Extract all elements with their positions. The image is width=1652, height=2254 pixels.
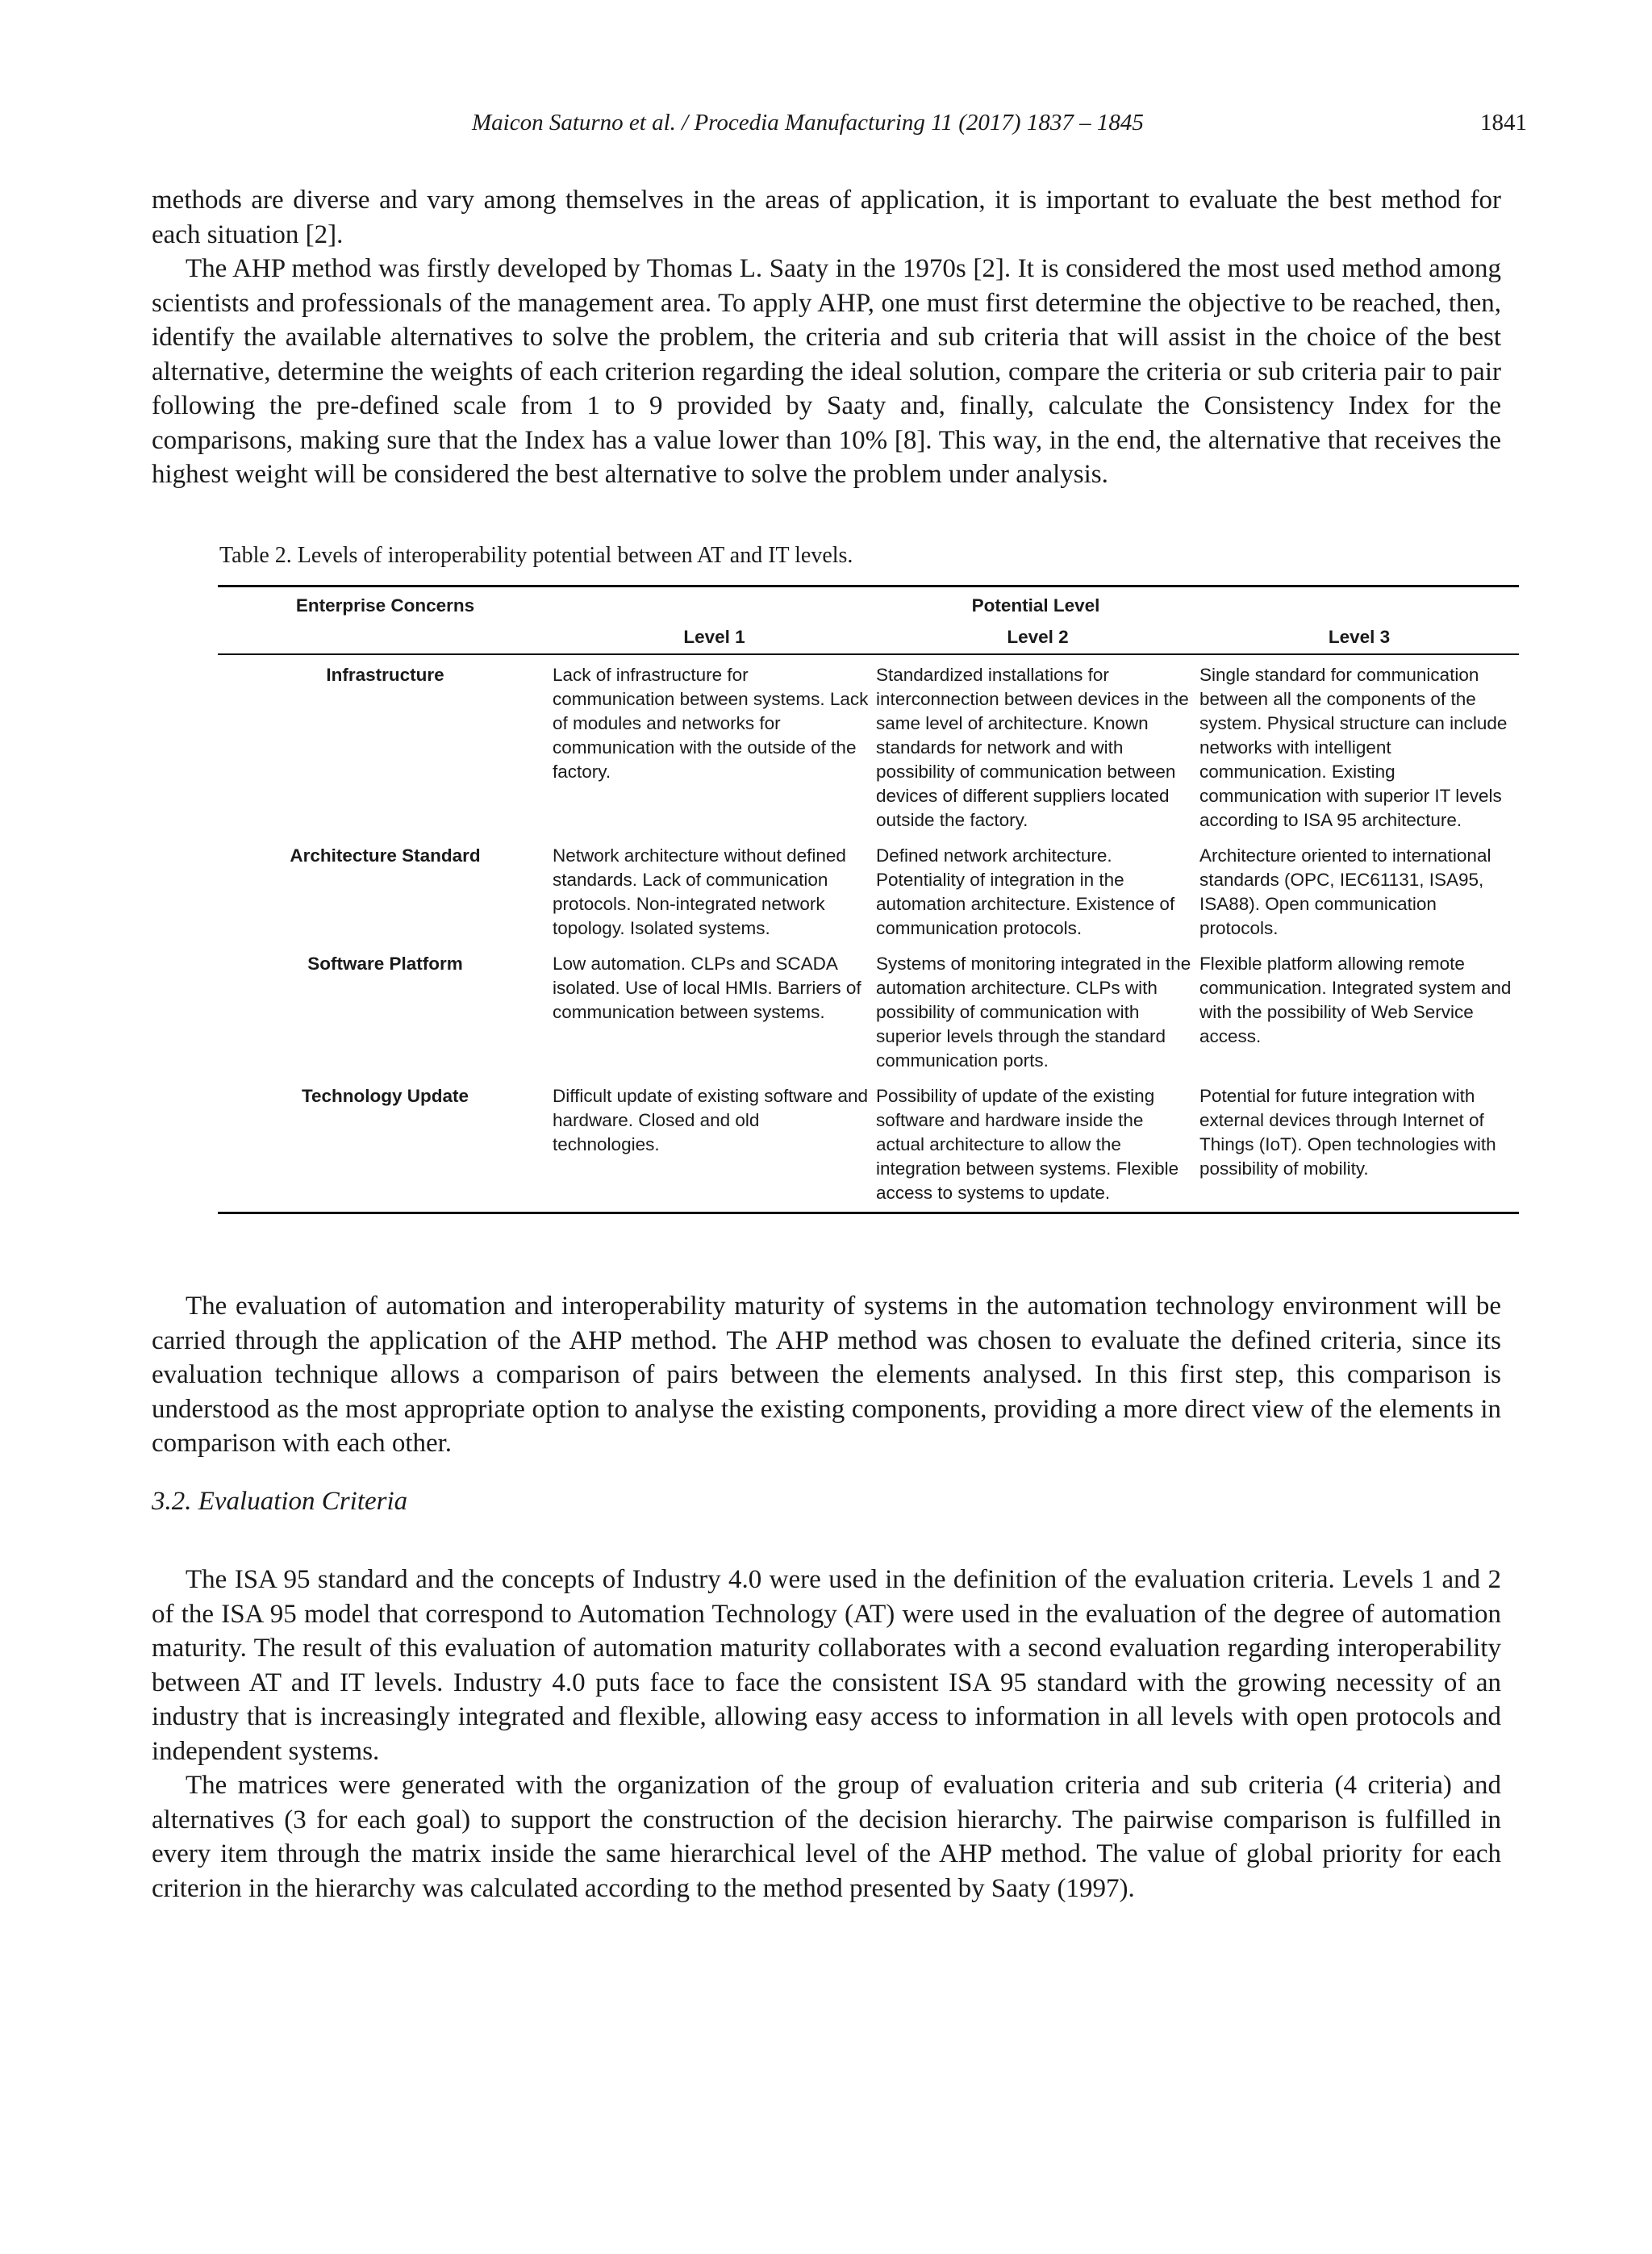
cell-level-1: Difficult update of existing software and hardware. Closed and old technologies. [553,1083,876,1213]
cell-level-2: Standardized installations for interconnection between devices in the same level of architecture. Known standards for network and with possibility of communication between devices of different suppliers located outside the factory. [876,665,1189,830]
body-text-after-table [152,1289,1501,1461]
table-row [218,654,1519,842]
table-row [218,950,1519,1083]
paragraph-ahp-method: The AHP method was firstly developed by Thomas L. Saaty in the 1970s [2]. It is considered the most used method among scientists and professionals of the management area. To apply AHP, one must first determine the objective to be reached, then, identify the available alternatives to solve the problem, the criteria and sub criteria that will assist in the choice of the best alternative, determine the weights of each criterion regarding the ideal solution, compare the criteria or sub criteria pair to pair following the pre-defined scale from 1 to 9 provided by Saaty and, finally, calculate the Consistency Index for the comparisons, making sure that the Index has a value lower than 10% [8]. This way, in the end, the alternative that receives the highest weight will be considered the best alternative to solve the problem under analysis. [152,254,1501,489]
cell-level-1: Network architecture without defined standards. Lack of communication protocols. Non-integrated network topology. Isolated systems. [553,845,846,938]
paragraph-evaluation: The evaluation of automation and interoperability maturity of systems in the automation technology environment will be carried through the application of the AHP method. The AHP method was chosen to evaluate the defined criteria, since its evaluation technique allows a comparison of pairs between the elements analysed. In this first step, this comparison is understood as the most appropriate option to analyse the existing components, providing a more direct view of the elements in comparison with each other. [152,1292,1501,1458]
cell-level-3: Potential for future integration with external devices through Internet of Things (IoT). Open technologies with possibility of mobility. [1199,1083,1519,1213]
row-concern: Infrastructure [326,665,444,685]
header-potential-level: Potential Level [553,586,1519,622]
header-level-2: Level 2 [876,621,1199,654]
paragraph-isa95: The ISA 95 standard and the concepts of Industry 4.0 were used in the definition of the evaluation criteria. Levels 1 and 2 of the ISA 95 model that correspond to Automation Technology (AT) were used in the evaluation of the degree of automation maturity. The result of this evaluation of automation maturity collaborates with a second evaluation regarding interoperability between AT and IT levels. Industry 4.0 puts face to face the consistent ISA 95 standard with the growing necessity of an industry that is increasingly integrated and flexible, allowing easy access to information in all levels with open protocols and independent systems. [152,1565,1501,1766]
header-level-3: Level 3 [1199,621,1519,654]
page-number: 1841 [1480,110,1527,136]
table-row [218,1083,1519,1213]
body-text-top [152,183,1501,492]
cell-level-2: Systems of monitoring integrated in the automation architecture. CLPs with possibility of communication with superior levels through the standard communication ports. [876,954,1191,1071]
paragraph-continued: methods are diverse and vary among themselves in the areas of application, it is important to evaluate the best method for each situation [2]. [152,186,1501,249]
paragraph-matrices: The matrices were generated with the organization of the group of evaluation criteria and sub criteria (4 criteria) and alternatives (3 for each goal) to support the construction of the decision hierarchy. The pairwise comparison is fulfilled in every item through the matrix inside the same hierarchical level of the AHP method. The value of global priority for each criterion in the hierarchy was calculated according to the method presented by Saaty (1997). [152,1771,1501,1903]
header-level-1: Level 1 [553,621,876,654]
table-row [218,842,1519,950]
body-text-section [152,1563,1501,1905]
cell-level-2: Possibility of update of the existing software and hardware inside the actual architecture to allow the integration between systems. Flexible access to systems to update. [876,1083,1199,1213]
cell-level-1: Low automation. CLPs and SCADA isolated. Use of local HMIs. Barriers of communication between systems. [553,954,861,1022]
cell-level-3: Architecture oriented to international standards (OPC, IEC61131, ISA95, ISA88). Open communication protocols. [1199,845,1491,938]
cell-level-1: Lack of infrastructure for communication between systems. Lack of modules and networks for communication with the outside of the factory. [553,665,869,782]
header-enterprise-concerns: Enterprise Concerns [218,586,553,622]
table-caption: Table 2. Levels of interoperability potential between AT and IT levels. [219,543,853,568]
cell-level-3: Flexible platform allowing remote communication. Integrated system and with the possibility of Web Service access. [1199,954,1512,1046]
section-heading: 3.2. Evaluation Criteria [152,1487,408,1516]
header-citation: Maicon Saturno et al. / Procedia Manufacturing 11 (2017) 1837 – 1845 [472,110,1144,136]
header-empty [218,621,553,654]
row-concern: Technology Update [218,1083,553,1213]
cell-level-3: Single standard for communication between all the components of the system. Physical structure can include networks with intelligent communication. Existing communication with superior IT levels according to ISA 95 architecture. [1199,665,1508,830]
row-concern: Architecture Standard [290,845,481,866]
interoperability-table [218,585,1519,1214]
row-concern: Software Platform [307,954,463,974]
cell-level-2: Defined network architecture. Potentiality of integration in the automation architecture. Existence of communication protocols. [876,845,1175,938]
